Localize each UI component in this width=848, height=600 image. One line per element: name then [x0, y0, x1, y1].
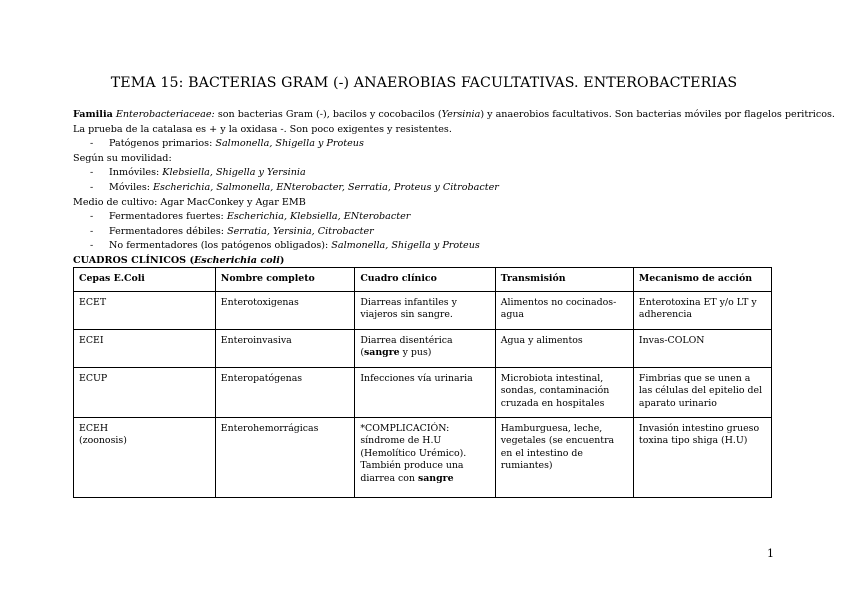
list-item — [73, 225, 785, 240]
primarios-label: Patógenos primarios: — [109, 138, 216, 150]
cell-text: (zoonosis) — [79, 435, 127, 447]
moviles-value: Escherichia, Salmonella, ENterobacter, Serratia, Proteus y Citrobacter — [153, 181, 499, 193]
intro-line-2: La prueba de la catalasa es + y la oxidasa -. Son poco exigentes y resistentes. — [73, 123, 452, 135]
document-body — [73, 108, 835, 269]
cell-text-bold: sangre — [417, 472, 454, 484]
bullet-dash: - — [90, 225, 94, 237]
bullet-dash: - — [90, 167, 94, 179]
no-fermentadores-label: No fermentadores (los patógenos obligados): — [109, 240, 332, 252]
bullet-dash: - — [90, 181, 94, 193]
table-cell: Alimentos no cocinados-agua — [495, 292, 633, 330]
movilidad-heading: Según su movilidad: — [73, 152, 172, 164]
intro-family: Enterobacteriaceae: — [115, 109, 215, 120]
debiles-value: Serratia, Yersinia, Citrobacter — [227, 225, 374, 237]
inmoviles-label: Inmóviles: — [109, 167, 163, 179]
inmoviles-value: Klebsiella, Shigella y Yersinia — [162, 167, 306, 179]
cultivo-heading: Medio de cultivo: Agar MacConkey y Agar EMB — [73, 196, 306, 208]
table-cell: Enterohemorrágicas — [215, 418, 355, 498]
table-cell: Infecciones vía urinaria — [355, 368, 495, 418]
table-cell: Diarreas infantiles y viajeros sin sangre. — [355, 292, 495, 330]
fuertes-label: Fermentadores fuertes: — [109, 211, 227, 223]
list-item — [73, 210, 785, 225]
table-cell: ECUP — [74, 368, 216, 418]
table-row — [74, 418, 772, 498]
cell-text: Diarrea disentérica ( — [360, 335, 453, 359]
cuadros-heading-italic: Escherichia coli — [194, 254, 280, 266]
cell-text-bold: sangre — [364, 347, 400, 359]
page-number: 1 — [767, 547, 774, 560]
table-cell: Enterotoxina ET y/o LT y adherencia — [633, 292, 771, 330]
table-cell: Agua y alimentos — [495, 330, 633, 368]
table-cell — [355, 418, 495, 498]
list-item — [73, 137, 785, 152]
intro-yersinia: Yersinia — [441, 109, 481, 120]
table-header-row — [74, 268, 772, 292]
table-cell: Invasión intestino grueso toxina tipo shiga (H.U) — [633, 418, 771, 498]
table-cell: Enteropatógenas — [215, 368, 355, 418]
table-row — [74, 292, 772, 330]
table-cell: Hamburguesa, leche, vegetales (se encuentra en el intestino de rumiantes) — [495, 418, 633, 498]
table-cell: ECET — [74, 292, 216, 330]
primarios-value: Salmonella, Shigella y Proteus — [215, 138, 364, 150]
cell-text: ECEH — [79, 423, 109, 434]
table-cell: Enterotoxigenas — [215, 292, 355, 330]
table-cell: Fimbrias que se unen a las células del epitelio del aparato urinario — [633, 368, 771, 418]
bullet-dash: - — [90, 138, 94, 150]
list-item — [73, 181, 785, 196]
cell-text: *COMPLICACIÓN: síndrome de H.U (Hemolítico Urémico). También produce una diarrea con — [360, 423, 467, 484]
cuadros-heading-text: CUADROS CLÍNICOS ( — [73, 254, 194, 266]
column-header: Cepas E.Coli — [74, 268, 216, 292]
table-row — [74, 330, 772, 368]
list-item — [73, 166, 785, 181]
intro-label: Familia — [73, 109, 113, 120]
list-item — [73, 239, 785, 254]
page-title: TEMA 15: BACTERIAS GRAM (-) ANAEROBIAS FACULTATIVAS. ENTEROBACTERIAS — [110, 75, 738, 91]
cuadros-heading-close: ) — [279, 254, 285, 266]
table-cell: Enteroinvasiva — [215, 330, 355, 368]
bullet-dash: - — [90, 211, 94, 223]
column-header: Nombre completo — [215, 268, 355, 292]
intro-text-b: ) y anaerobios facultativos. Son bacterias móviles por flagelos peritricos. — [480, 109, 835, 120]
cell-text: y pus) — [399, 347, 432, 359]
fuertes-value: Escherichia, Klebsiella, ENterobacter — [226, 211, 411, 223]
moviles-label: Móviles: — [109, 181, 154, 193]
bullet-dash: - — [90, 240, 94, 252]
table-cell — [74, 418, 216, 498]
intro-text-a: son bacterias Gram (-), bacilos y cocobacilos ( — [214, 109, 442, 120]
column-header: Transmisión — [495, 268, 633, 292]
table-cell: Invas-COLON — [633, 330, 771, 368]
table-cell — [355, 330, 495, 368]
debiles-label: Fermentadores débiles: — [109, 225, 228, 237]
column-header: Cuadro clínico — [355, 268, 495, 292]
clinical-table — [73, 267, 772, 498]
table-cell: Microbiota intestinal, sondas, contaminación cruzada en hospitales — [495, 368, 633, 418]
table-row — [74, 368, 772, 418]
table-cell: ECEI — [74, 330, 216, 368]
no-fermentadores-value: Salmonella, Shigella y Proteus — [331, 240, 480, 252]
column-header: Mecanismo de acción — [633, 268, 771, 292]
intro-paragraph — [73, 108, 835, 123]
